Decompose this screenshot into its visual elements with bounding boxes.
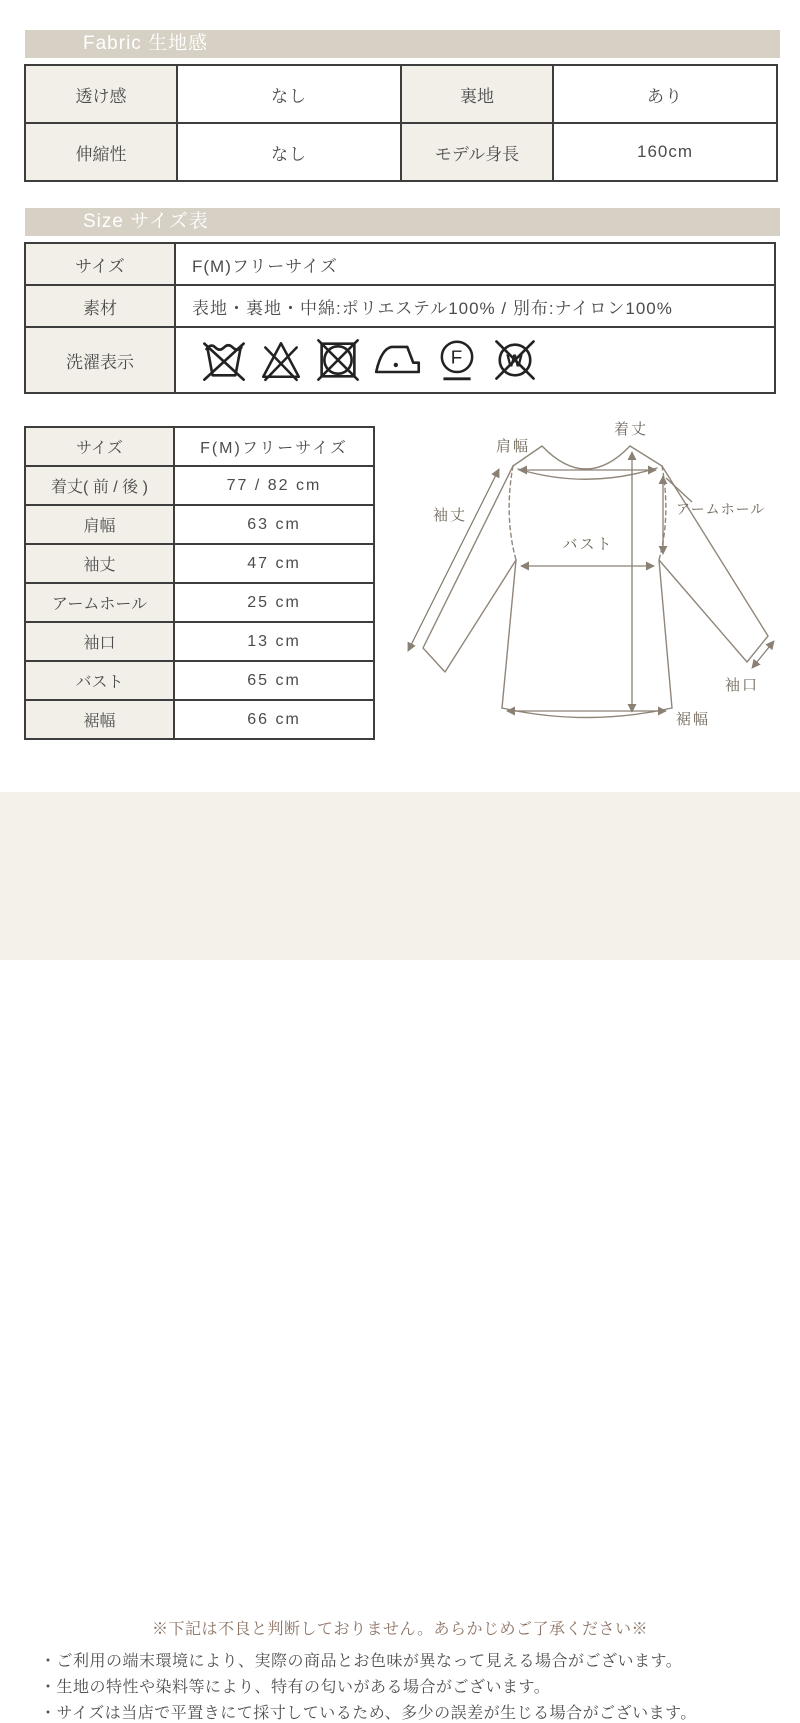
measure-value-cell: F(M)フリーサイズ (174, 427, 374, 466)
measure-label-cell: サイズ (25, 427, 174, 466)
notes-title: ※下記は不良と判断しておりません。あらかじめご了承ください※ (152, 1621, 648, 1638)
bust-label: バスト (562, 536, 614, 553)
svg-text:W: W (506, 350, 524, 371)
fabric-value-cell: なし (177, 65, 401, 123)
no-bleach-icon (258, 336, 304, 384)
care-icons-cell (175, 327, 775, 393)
note-item: ・ご利用の端末環境により、実際の商品とお色味が異なって見える場合がございます。 (40, 1653, 683, 1670)
measure-label-cell: 裾幅 (25, 700, 174, 739)
table-row (25, 65, 777, 123)
measure-value-cell: 77 / 82 cm (174, 466, 374, 505)
fabric-label-cell: モデル身長 (401, 123, 553, 181)
fabric-label-cell: 裏地 (401, 65, 553, 123)
table-row (25, 285, 775, 327)
note-item: ・生地の特性や染料等により、特有の匂いがある場合がございます。 (40, 1679, 551, 1696)
measure-value-cell: 47 cm (174, 544, 374, 583)
armhole-pointer-line (666, 478, 692, 502)
measure-label-cell: 肩幅 (25, 505, 174, 544)
measurements-table (24, 426, 375, 740)
table-row (25, 700, 374, 739)
fabric-label-cell: 透け感 (25, 65, 177, 123)
no-tumble-dry-icon (314, 336, 362, 384)
measure-value-cell: 65 cm (174, 661, 374, 700)
measure-label-cell: 着丈( 前 / 後 ) (25, 466, 174, 505)
dry-clean-f-icon (434, 336, 480, 384)
fabric-label-cell: 伸縮性 (25, 123, 177, 181)
table-row (25, 327, 775, 393)
care-label-cell: 洗濯表示 (25, 327, 175, 393)
fabric-value-cell: あり (553, 65, 777, 123)
note-item: ・サイズは当店で平置きにて採寸しているため、多少の誤差が生じる場合がございます。 (40, 1705, 697, 1722)
table-row (25, 466, 374, 505)
sleeve-label: 袖丈 (433, 507, 468, 524)
table-row (25, 505, 374, 544)
size-label-cell: サイズ (25, 243, 175, 285)
iron-low-icon (372, 336, 424, 384)
fabric-value-cell: なし (177, 123, 401, 181)
measurement-arrows (408, 452, 774, 712)
garment-measurement-diagram (395, 418, 795, 763)
svg-text:F: F (450, 346, 464, 368)
material-label-cell: 素材 (25, 285, 175, 327)
fabric-value-cell: 160cm (553, 123, 777, 181)
hem-label: 裾幅 (676, 711, 711, 728)
table-row (25, 583, 374, 622)
cuff-arrow (752, 641, 774, 668)
table-row (25, 243, 775, 285)
measure-value-cell: 13 cm (174, 622, 374, 661)
table-row (25, 661, 374, 700)
sleeve-length-arrow (408, 469, 499, 651)
armhole-label: アームホール (676, 501, 766, 517)
table-row (25, 622, 374, 661)
no-wash-icon (200, 336, 248, 384)
measure-label-cell: 袖丈 (25, 544, 174, 583)
cuff-label: 袖口 (724, 677, 760, 694)
table-row (25, 544, 374, 583)
size-info-table (24, 242, 776, 394)
laundry-symbols (192, 334, 774, 386)
measure-value-cell: 66 cm (174, 700, 374, 739)
measure-value-cell: 63 cm (174, 505, 374, 544)
notes-section (0, 792, 800, 1722)
size-value-cell: F(M)フリーサイズ (175, 243, 775, 285)
size-section-header: Size サイズ表 (25, 208, 780, 236)
measure-label-cell: バスト (25, 661, 174, 700)
measure-label-cell: 袖口 (25, 622, 174, 661)
no-wet-clean-icon (490, 336, 540, 384)
fabric-table (24, 64, 778, 182)
table-row (25, 427, 374, 466)
garment-outline (423, 446, 768, 718)
measure-value-cell: 25 cm (174, 583, 374, 622)
shoulder-label: 肩幅 (496, 438, 531, 455)
table-row (25, 123, 777, 181)
measure-label-cell: アームホール (25, 583, 174, 622)
material-value-cell: 表地・裏地・中綿:ポリエステル100% / 別布:ナイロン100% (175, 285, 775, 327)
fabric-section-header: Fabric 生地感 (25, 30, 780, 58)
length-label: 着丈 (613, 421, 649, 438)
